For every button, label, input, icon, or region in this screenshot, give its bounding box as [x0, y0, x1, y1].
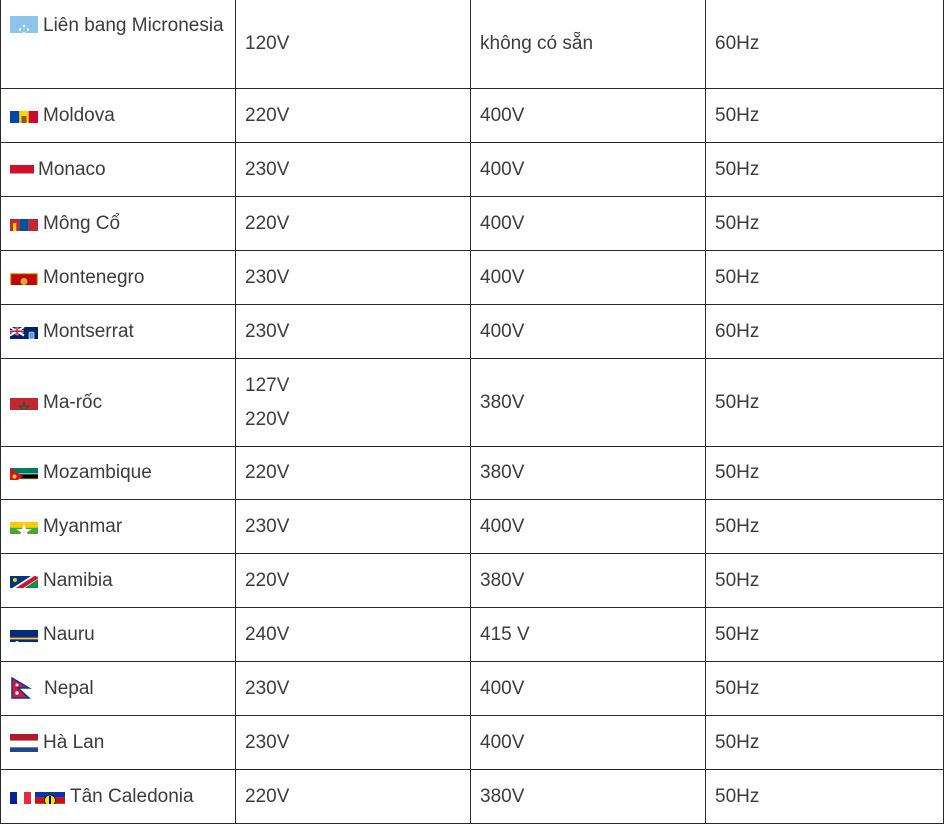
country-name: Montserrat — [43, 320, 134, 342]
micronesia-flag-icon — [10, 16, 38, 33]
voltage-cell — [236, 447, 471, 500]
frequency-value: 60Hz — [715, 33, 760, 54]
country-cell — [1, 554, 236, 608]
kanak-flag-icon — [35, 787, 65, 804]
frequency-value: 50Hz — [715, 266, 760, 288]
three-phase-value: 400V — [480, 266, 525, 288]
country-cell — [1, 662, 236, 716]
frequency-value: 50Hz — [715, 462, 760, 483]
country-name: Ma-rốc — [43, 391, 103, 413]
voltage-cell — [236, 716, 471, 770]
frequency-cell — [706, 447, 944, 500]
frequency-value: 50Hz — [715, 104, 760, 126]
country-name: Liên bang Micronesia — [43, 15, 224, 36]
country-cell — [1, 500, 236, 554]
montserrat-flag-icon — [10, 322, 38, 339]
three-phase-cell — [471, 447, 706, 500]
three-phase-value: 380V — [480, 785, 525, 807]
table-row — [1, 770, 944, 824]
three-phase-value: 415 V — [480, 623, 530, 645]
table-row — [1, 359, 944, 447]
three-phase-value: 380V — [480, 569, 525, 591]
three-phase-value: không có sẵn — [480, 33, 594, 54]
table-row — [1, 608, 944, 662]
three-phase-cell — [471, 305, 706, 359]
voltage-value: 220V — [245, 408, 290, 430]
moldova-flag-icon — [10, 106, 38, 123]
voltage-cell — [236, 554, 471, 608]
three-phase-cell — [471, 251, 706, 305]
voltage-cell — [236, 662, 471, 716]
frequency-value: 50Hz — [715, 785, 760, 807]
voltage-value: 220V — [245, 785, 290, 807]
namibia-flag-icon — [10, 571, 38, 588]
frequency-value: 50Hz — [715, 158, 760, 180]
voltage-value: 220V — [245, 569, 290, 591]
table-row — [1, 89, 944, 143]
three-phase-cell — [471, 197, 706, 251]
country-cell — [1, 447, 236, 500]
three-phase-value: 400V — [480, 158, 525, 180]
table-row — [1, 251, 944, 305]
frequency-cell — [706, 305, 944, 359]
voltage-cell — [236, 251, 471, 305]
frequency-value: 50Hz — [715, 569, 760, 591]
three-phase-cell — [471, 143, 706, 197]
voltage-cell — [236, 197, 471, 251]
voltage-value: 220V — [245, 212, 290, 234]
voltage-value: 230V — [245, 266, 290, 288]
country-cell — [1, 770, 236, 824]
nauru-flag-icon — [10, 625, 38, 642]
frequency-cell — [706, 251, 944, 305]
country-cell — [1, 716, 236, 770]
voltage-cell — [236, 305, 471, 359]
country-cell — [1, 143, 236, 197]
voltage-cell — [236, 143, 471, 197]
table-row — [1, 197, 944, 251]
mozambique-flag-icon — [10, 463, 38, 480]
voltage-cell — [236, 359, 471, 447]
montenegro-flag-icon — [10, 268, 38, 285]
voltage-value: 220V — [245, 104, 290, 126]
frequency-cell — [706, 554, 944, 608]
frequency-cell — [706, 143, 944, 197]
frequency-value: 50Hz — [715, 515, 760, 537]
country-cell — [1, 608, 236, 662]
monaco-flag-icon — [10, 160, 34, 177]
voltage-value: 240V — [245, 623, 290, 645]
three-phase-cell — [471, 0, 706, 89]
country-cell — [1, 305, 236, 359]
three-phase-cell — [471, 662, 706, 716]
frequency-cell — [706, 662, 944, 716]
frequency-cell — [706, 716, 944, 770]
morocco-flag-icon — [10, 393, 38, 410]
country-name: Mông Cổ — [43, 212, 121, 234]
table-row — [1, 716, 944, 770]
country-name: Namibia — [43, 569, 113, 591]
country-name: Nepal — [44, 677, 94, 699]
country-cell — [1, 251, 236, 305]
voltage-value: 230V — [245, 677, 290, 699]
netherlands-flag-icon — [10, 732, 38, 752]
table-row — [1, 143, 944, 197]
voltage-cell — [236, 770, 471, 824]
frequency-cell — [706, 0, 944, 89]
table-row — [1, 662, 944, 716]
france-flag-icon — [10, 787, 31, 804]
three-phase-value: 380V — [480, 391, 525, 413]
voltage-value: 230V — [245, 731, 290, 753]
three-phase-cell — [471, 770, 706, 824]
country-name: Montenegro — [43, 266, 145, 288]
frequency-value: 60Hz — [715, 320, 760, 342]
voltage-value: 220V — [245, 462, 290, 483]
country-name: Hà Lan — [43, 731, 105, 753]
country-cell — [1, 89, 236, 143]
three-phase-value: 400V — [480, 320, 525, 342]
voltage-cell — [236, 0, 471, 89]
three-phase-value: 380V — [480, 462, 525, 483]
country-name: Monaco — [38, 158, 106, 180]
voltage-value: 120V — [245, 33, 290, 54]
country-name: Myanmar — [43, 515, 123, 537]
voltage-value: 230V — [245, 320, 290, 342]
voltage-value: 230V — [245, 158, 290, 180]
country-name: Nauru — [43, 623, 95, 645]
frequency-value: 50Hz — [715, 623, 760, 645]
three-phase-cell — [471, 554, 706, 608]
three-phase-value: 400V — [480, 515, 525, 537]
country-cell — [1, 197, 236, 251]
three-phase-value: 400V — [480, 212, 525, 234]
voltage-cell — [236, 89, 471, 143]
table-row — [1, 305, 944, 359]
frequency-value: 50Hz — [715, 731, 760, 753]
table-row — [1, 0, 944, 89]
three-phase-cell — [471, 500, 706, 554]
country-name: Mozambique — [43, 462, 152, 483]
frequency-value: 50Hz — [715, 677, 760, 699]
voltage-value: 127V — [245, 374, 290, 396]
table-row — [1, 554, 944, 608]
three-phase-value: 400V — [480, 677, 525, 699]
frequency-cell — [706, 770, 944, 824]
voltage-cell — [236, 500, 471, 554]
country-cell — [1, 0, 236, 89]
three-phase-cell — [471, 716, 706, 770]
frequency-value: 50Hz — [715, 212, 760, 234]
frequency-cell — [706, 359, 944, 447]
three-phase-cell — [471, 359, 706, 447]
three-phase-value: 400V — [480, 731, 525, 753]
voltage-cell — [236, 608, 471, 662]
frequency-cell — [706, 608, 944, 662]
mongolia-flag-icon — [10, 214, 38, 231]
table-row — [1, 447, 944, 500]
country-cell — [1, 359, 236, 447]
country-name: Tân Caledonia — [70, 785, 194, 807]
frequency-cell — [706, 500, 944, 554]
myanmar-flag-icon — [10, 517, 38, 534]
three-phase-cell — [471, 608, 706, 662]
country-name: Moldova — [43, 104, 115, 126]
frequency-cell — [706, 197, 944, 251]
nepal-flag-icon — [10, 677, 32, 699]
three-phase-value: 400V — [480, 104, 525, 126]
frequency-cell — [706, 89, 944, 143]
table-row — [1, 500, 944, 554]
frequency-value: 50Hz — [715, 391, 760, 413]
voltage-value: 230V — [245, 515, 290, 537]
three-phase-cell — [471, 89, 706, 143]
